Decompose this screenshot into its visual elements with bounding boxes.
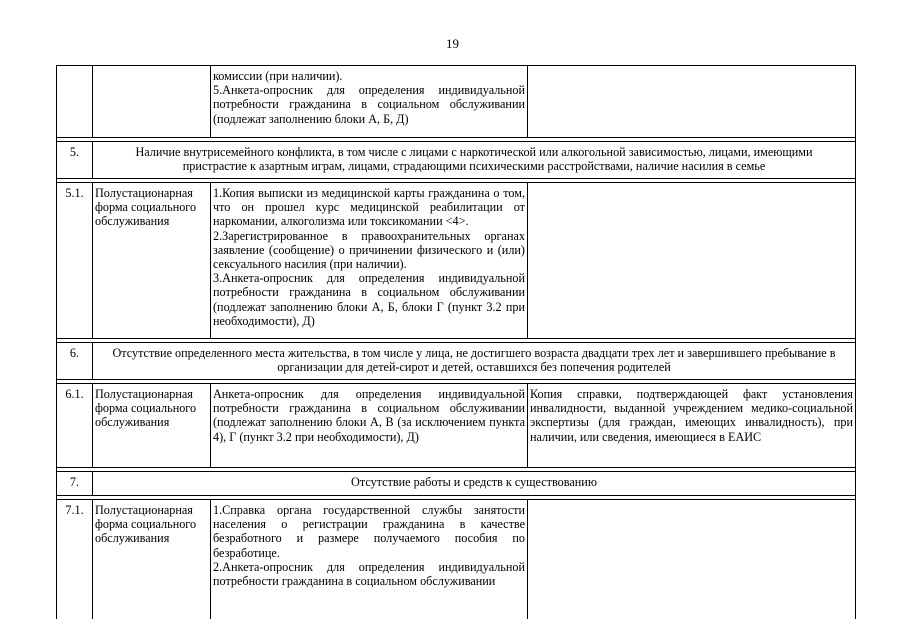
documents-cell (211, 66, 528, 137)
service-form: Полустационарная форма социального обслуживания (93, 183, 211, 338)
section-number: 6. (57, 343, 93, 379)
service-form: Полустационарная форма социального обслуживания (93, 500, 211, 619)
row-number: 7.1. (57, 500, 93, 619)
service-form: Полустационарная форма социального обслуживания (93, 384, 211, 467)
documents-cell (211, 384, 528, 467)
documents-paragraph: 1.Справка органа государственной службы занятости населения о регистрации гражданина в качестве безработного и размере получаемого пособия по безработице. (213, 503, 525, 560)
section-title: Отсутствие определенного места жительства, в том числе у лица, не достигшего возраста двадцати трех лет и завершившего пребывание в организации для детей-сирот и детей, оставшихся без попечения родителей (112, 346, 836, 375)
documents-cell (211, 500, 528, 619)
section-number: 7. (57, 472, 93, 495)
table-row (56, 182, 856, 338)
additional-documents-cell (528, 183, 855, 338)
section-number: 5. (57, 142, 93, 178)
section-row (56, 471, 856, 495)
service-form-cell (93, 66, 211, 137)
documents-paragraph: 1.Копия выписки из медицинской карты гражданина о том, что он прошел курс медицинской реабилитации от наркомании, алкоголизма или токсикомании <4>. (213, 186, 525, 229)
documents-paragraph: 2.Анкета-опросник для определения индивидуальной потребности гражданина в социальном обслуживании (213, 559, 525, 589)
section-title: Отсутствие работы и средств к существованию (351, 475, 597, 489)
requirements-table (56, 65, 856, 640)
additional-documents-cell: Копия справки, подтверждающей факт установления инвалидности, выданной учреждением медико-социальной экспертизы (для граждан, имеющих инвалидность), при наличии, или сведения, имеющиеся в ЕАИС (530, 387, 853, 444)
page-number: 19 (446, 36, 459, 51)
documents-paragraph: 5.Анкета-опросник для определения индивидуальной потребности гражданина в социальном обслуживании (подлежат заполнению блоки А, Б, Д) (213, 83, 525, 126)
section-row (56, 141, 856, 178)
documents-paragraph: 2.Зарегистрированное в правоохранительных органах заявление (сообщение) о причинении физического и (или) сексуального насилия (при наличии). (213, 228, 525, 272)
documents-paragraph: комиссии (при наличии). (213, 69, 343, 83)
table-row (56, 383, 856, 467)
row-number: 5.1. (57, 183, 93, 338)
documents-paragraph: Анкета-опросник для определения индивидуальной потребности гражданина в социальном обслуживании (подлежат заполнению блоки А, В (за исключением пункта 4), Г (пункт 3.2 при необходимости), Д) (213, 387, 525, 444)
section-row (56, 342, 856, 379)
documents-paragraph: 3.Анкета-опросник для определения индивидуальной потребности гражданина в социальном обслуживании (подлежат заполнению блоки А, Б, блоки Г (пункт 3.2 при необходимости), Д) (213, 271, 525, 328)
row-number-cell (57, 66, 93, 137)
additional-documents-cell (528, 66, 855, 137)
additional-documents-cell (528, 500, 855, 619)
section-title: Наличие внутрисемейного конфликта, в том числе с лицами с наркотической или алкогольной зависимостью, лицами, имеющими пристрастие к азартным играм, лицами, страдающими психическими расстройствами, наличие насилия в семье (135, 145, 813, 174)
table-row (56, 65, 856, 137)
row-number: 6.1. (57, 384, 93, 467)
documents-cell (211, 183, 528, 338)
table-row (56, 499, 856, 619)
